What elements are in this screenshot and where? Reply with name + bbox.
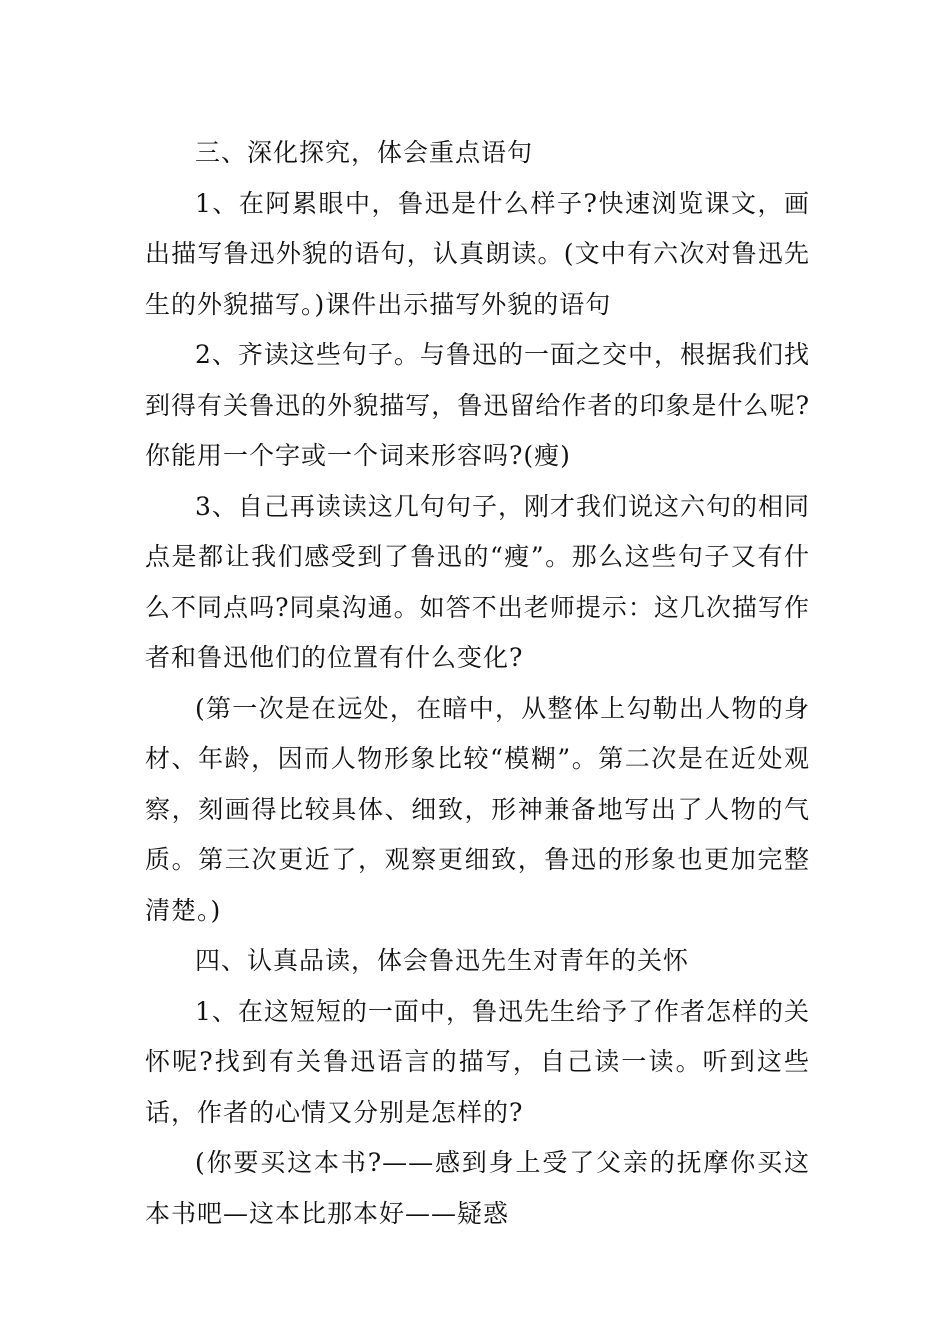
- paragraph-item-4-1: 1、在这短短的一面中，鲁迅先生给予了作者怎样的关怀呢?找到有关鲁迅语言的描写，自己读一读。听到这些话，作者的心情又分别是怎样的?: [145, 996, 810, 1127]
- paragraph-note: (第一次是在远处，在暗中，从整体上勾勒出人物的身材、年龄，因而人物形象比较“模糊”。第二次是在近处观察，刻画得比较具体、细致，形神兼备地写出了人物的气质。第三次更近了，观察更细致，鲁迅的形象也更加完整清楚。): [145, 693, 810, 925]
- section-heading-3: 三、深化探究，体会重点语句: [195, 138, 534, 167]
- document-body: [145, 128, 810, 1239]
- section-heading-4: 四、认真品读，体会鲁迅先生对青年的关怀: [195, 946, 690, 975]
- paragraph-item-3: 3、自己再读读这几句句子，刚才我们说这六句的相同点是都让我们感受到了鲁迅的“瘦”。那么这些句子又有什么不同点吗?同桌沟通。如答不出老师提示：这几次描写作者和鲁迅他们的位置有什么变化?: [145, 491, 810, 672]
- paragraph-item-1: 1、在阿累眼中，鲁迅是什么样子?快速浏览课文，画出描写鲁迅外貌的语句，认真朗读。(文中有六次对鲁迅先生的外貌描写。)课件出示描写外貌的语句: [145, 188, 810, 319]
- paragraph-item-2: 2、齐读这些句子。与鲁迅的一面之交中，根据我们找到得有关鲁迅的外貌描写，鲁迅留给作者的印象是什么呢?你能用一个字或一个词来形容吗?(瘦): [145, 340, 810, 470]
- paragraph-quote: (你要买这本书?——感到身上受了父亲的抚摩你买这本书吧—这本比那本好——疑惑: [145, 1148, 810, 1228]
